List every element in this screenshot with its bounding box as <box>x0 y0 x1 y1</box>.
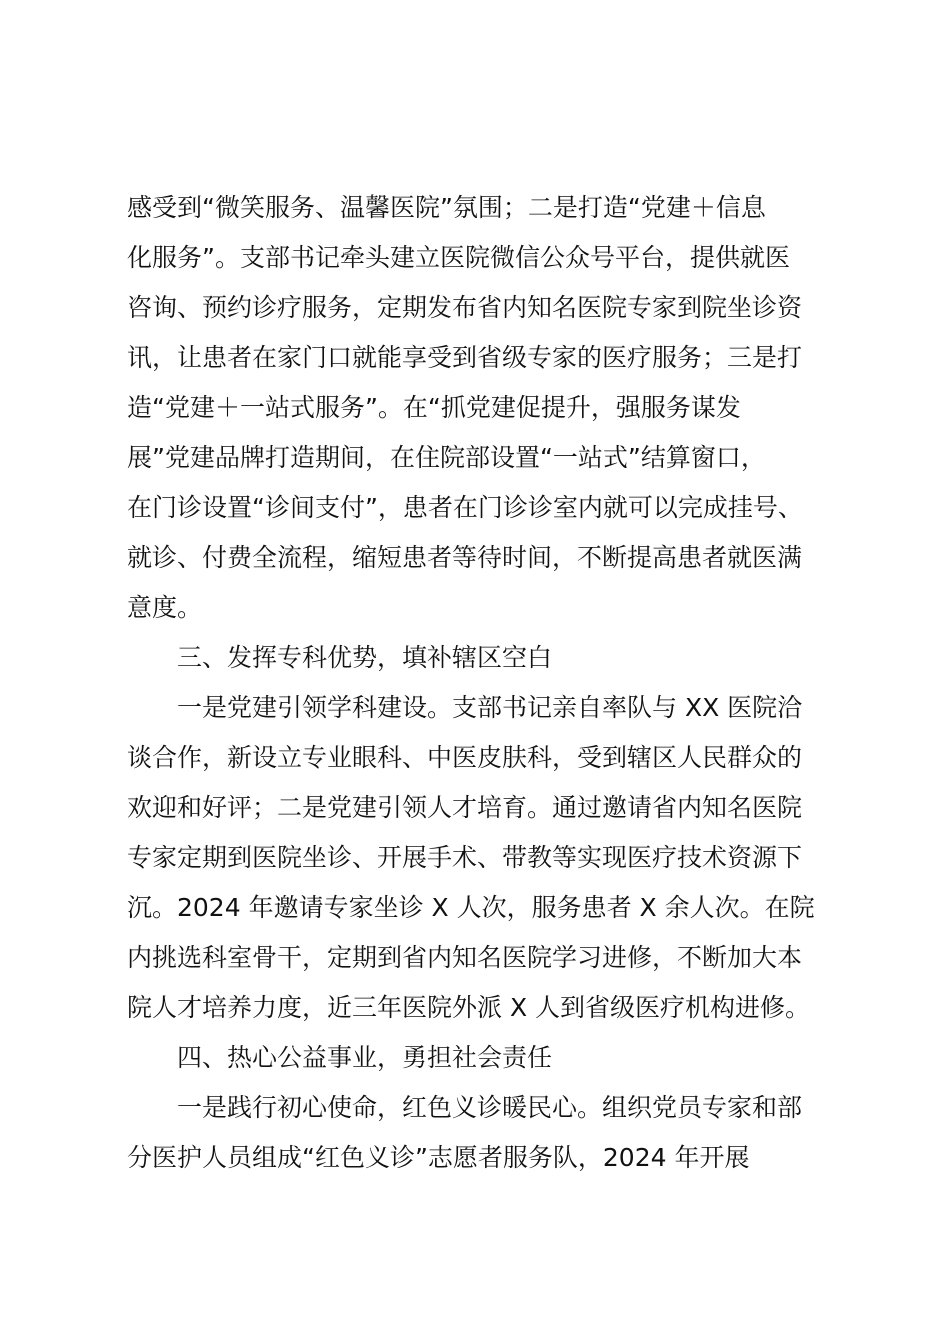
paragraph-line: 咨询、预约诊疗服务，定期发布省内知名医院专家到院坐诊资 <box>127 293 803 322</box>
paragraph-line: 意度。 <box>127 593 203 622</box>
section-heading: 四、热心公益事业，勇担社会责任 <box>177 1043 553 1072</box>
paragraph-line: 一是党建引领学科建设。支部书记亲自率队与 XX 医院洽 <box>177 693 803 722</box>
paragraph-line: 就诊、付费全流程，缩短患者等待时间，不断提高患者就医满 <box>127 543 803 572</box>
paragraph-line: 造“党建＋一站式服务”。在“抓党建促提升，强服务谋发 <box>127 393 741 422</box>
paragraph-line: 专家定期到医院坐诊、开展手术、带教等实现医疗技术资源下 <box>127 843 803 872</box>
paragraph-line: 内挑选科室骨干，定期到省内知名医院学习进修，不断加大本 <box>127 943 803 972</box>
paragraph-line: 感受到“微笑服务、温馨医院”氛围；二是打造“党建＋信息 <box>127 193 766 222</box>
section-heading: 三、发挥专科优势，填补辖区空白 <box>177 643 553 672</box>
paragraph-line: 一是践行初心使命，红色义诊暖民心。组织党员专家和部 <box>177 1093 803 1122</box>
paragraph-line: 在门诊设置“诊间支付”，患者在门诊诊室内就可以完成挂号、 <box>127 493 803 522</box>
paragraph-line: 化服务”。支部书记牵头建立医院微信公众号平台，提供就医 <box>127 243 790 272</box>
paragraph-line: 沉。2024 年邀请专家坐诊 X 人次，服务患者 X 余人次。在院 <box>127 893 815 922</box>
paragraph-line: 讯，让患者在家门口就能享受到省级专家的医疗服务；三是打 <box>127 343 803 372</box>
document-body <box>127 183 833 1183</box>
paragraph-line: 院人才培养力度，近三年医院外派 X 人到省级医疗机构进修。 <box>127 993 811 1022</box>
paragraph-line: 欢迎和好评；二是党建引领人才培育。通过邀请省内知名医院 <box>127 793 803 822</box>
paragraph-line: 谈合作，新设立专业眼科、中医皮肤科，受到辖区人民群众的 <box>127 743 803 772</box>
paragraph-line: 分医护人员组成“红色义诊”志愿者服务队，2024 年开展 <box>127 1143 750 1172</box>
paragraph-line: 展”党建品牌打造期间，在住院部设置“一站式”结算窗口， <box>127 443 766 472</box>
